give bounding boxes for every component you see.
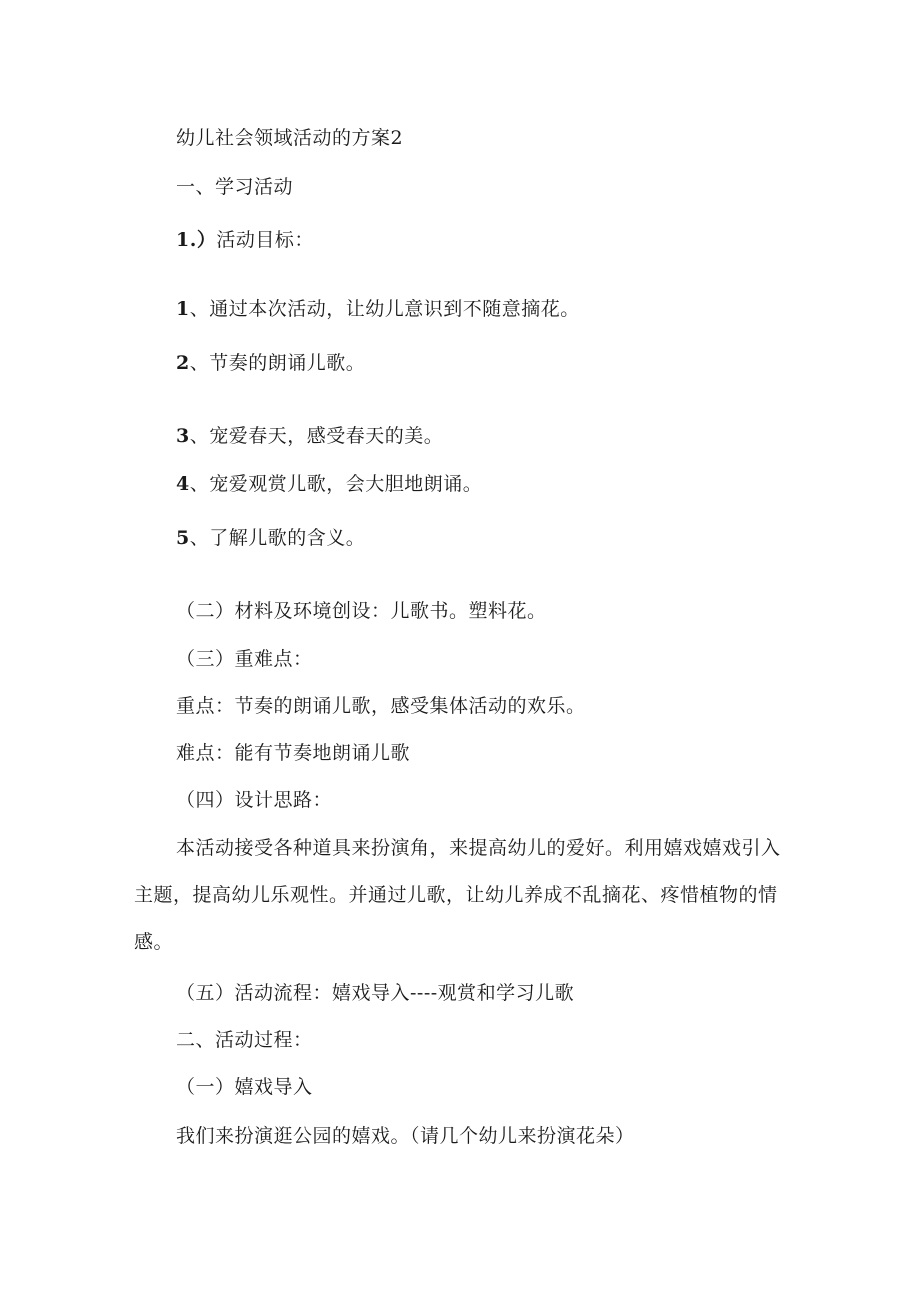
goal-number: 4 xyxy=(176,473,190,495)
goal-number: 2 xyxy=(176,352,190,374)
flow-line: （五）活动流程：嬉戏导入----观赏和学习儿歌 xyxy=(176,982,575,1004)
goal-item xyxy=(176,424,443,448)
goal-item xyxy=(176,351,365,375)
difficulty-heading: （三）重难点： xyxy=(176,648,313,670)
goal-item xyxy=(176,526,365,550)
hard-point-line: 难点：能有节奏地朗诵儿歌 xyxy=(176,742,411,764)
goal-text: 、了解儿歌的含义。 xyxy=(189,527,366,549)
goal-item xyxy=(176,472,482,496)
intro-text: 我们来扮演逛公园的嬉戏。（请几个幼儿来扮演花朵） xyxy=(176,1125,635,1147)
goals-heading xyxy=(176,228,314,252)
materials-line: （二）材料及环境创设：儿歌书。塑料花。 xyxy=(176,600,547,622)
document-title: 幼儿社会领域活动的方案2 xyxy=(176,127,404,149)
design-paragraph: 本活动接受各种道具来扮演角，来提高幼儿的爱好。利用嬉戏嬉戏引入主题，提高幼儿乐观性。并通过儿歌，让幼儿养成不乱摘花、疼惜植物的情感。 xyxy=(134,837,781,953)
key-point-line: 重点：节奏的朗诵儿歌，感受集体活动的欢乐。 xyxy=(176,695,586,717)
goal-text: 、通过本次活动，让幼儿意识到不随意摘花。 xyxy=(189,298,580,320)
goals-heading-number: 1.） xyxy=(176,229,217,251)
goal-item xyxy=(176,297,580,321)
section-heading-learning: 一、学习活动 xyxy=(176,176,294,198)
goal-number: 5 xyxy=(176,527,190,549)
intro-heading: （一）嬉戏导入 xyxy=(176,1076,313,1098)
design-heading: （四）设计思路： xyxy=(176,789,333,811)
goal-number: 1 xyxy=(176,298,190,320)
goal-text: 、宠爱观赏儿歌，会大胆地朗诵。 xyxy=(189,473,483,495)
goal-number: 3 xyxy=(176,425,190,447)
goal-text: 、宠爱春天，感受春天的美。 xyxy=(189,425,444,447)
goals-heading-label: 活动目标： xyxy=(216,229,314,251)
section-heading-process: 二、活动过程： xyxy=(176,1029,313,1051)
goal-text: 、节奏的朗诵儿歌。 xyxy=(189,352,366,374)
